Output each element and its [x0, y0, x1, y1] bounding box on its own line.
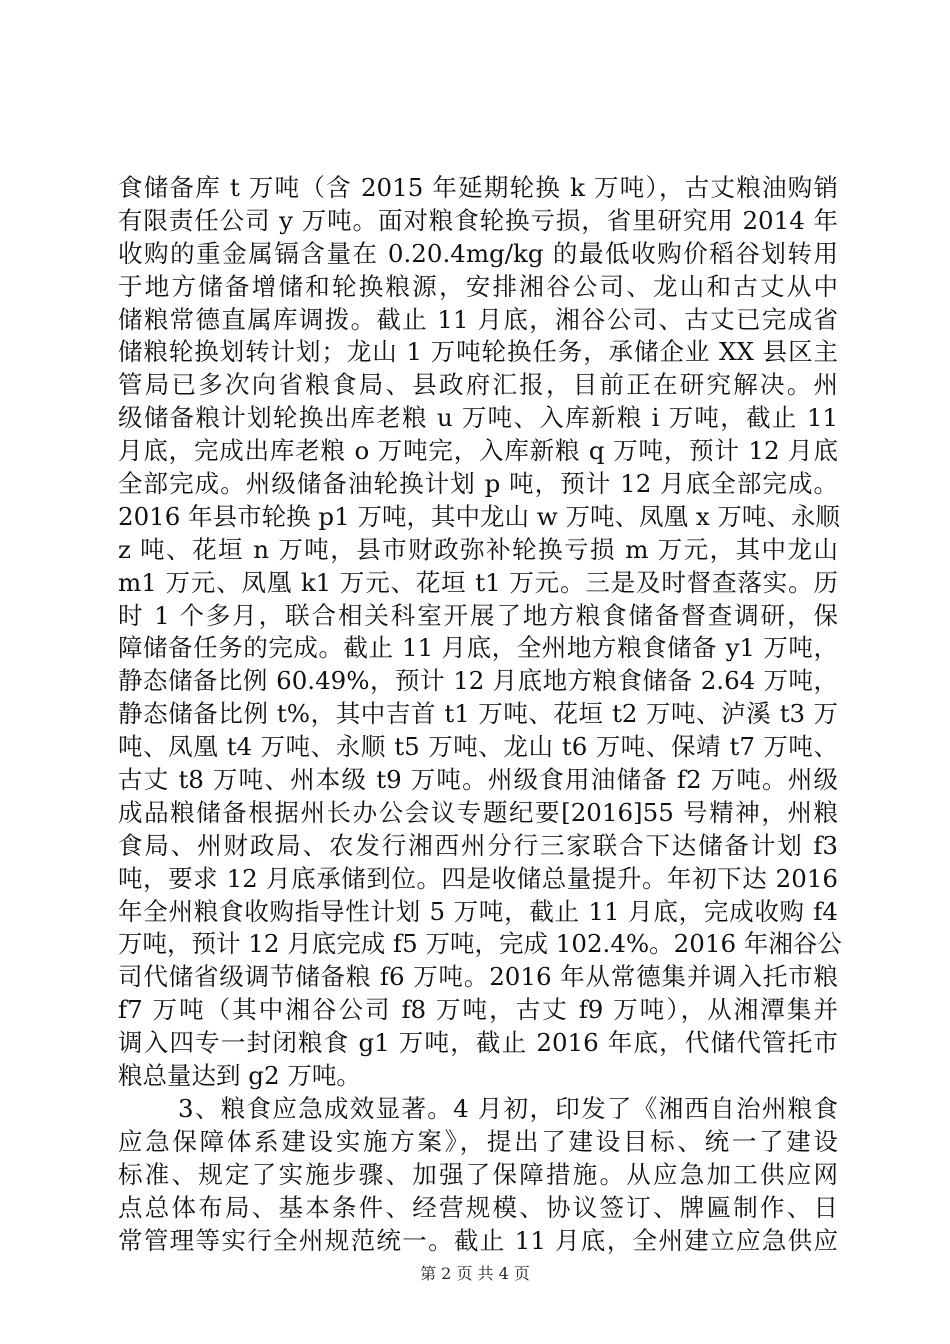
text-line: 2016 年县市轮换 p1 万吨，其中龙山 w 万吨、凤凰 x 万吨、永顺	[118, 501, 840, 531]
text-line: 食储备库 t 万吨（含 2015 年延期轮换 k 万吨），古丈粮油购销	[118, 173, 838, 202]
text-line: 食局、州财政局、农发行湘西州分行三家联合下达储备计划 f3	[118, 830, 838, 860]
text-line: 标准、规定了实施步骤、加强了保障措施。从应急加工供应网	[118, 1159, 838, 1189]
text-line: 全部完成。州级储备油轮换计划 p 吨，预计 12 月底全部完成。	[118, 469, 838, 499]
text-line: z 吨、花垣 n 万吨，县市财政弥补轮换亏损 m 万元，其中龙山	[118, 534, 838, 564]
text-line: 收购的重金属镉含量在 0.20.4mg/kg 的最低收购价稻谷划转用	[118, 238, 838, 268]
text-line: 古丈 t8 万吨、州本级 t9 万吨。州级食用油储备 f2 万吨。州级	[118, 765, 838, 795]
text-line: 有限责任公司 y 万吨。面对粮食轮换亏损，省里研究用 2014 年	[118, 205, 838, 235]
text-line: 于地方储备增储和轮换粮源，安排湘谷公司、龙山和古丈从中	[118, 271, 838, 301]
text-line: 万吨，预计 12 月底完成 f5 万吨，完成 102.4%。2016 年湘谷公	[118, 929, 842, 959]
text-line: 吨，要求 12 月底承储到位。四是收储总量提升。年初下达 2016	[118, 863, 838, 893]
text-line: 年全州粮食收购指导性计划 5 万吨，截止 11 月底，完成收购 f4	[118, 896, 838, 926]
text-line: 月底，完成出库老粮 o 万吨完，入库新粮 q 万吨，预计 12 月底	[118, 436, 838, 466]
text-line: 调入四专一封闭粮食 g1 万吨，截止 2016 年底，代储代管托市	[118, 1028, 838, 1058]
text-line: 粮总量达到 g2 万吨。	[118, 1061, 361, 1091]
text-line: 静态储备比例 60.49%，预计 12 月底地方粮食储备 2.64 万吨，	[118, 666, 838, 696]
text-line: 级储备粮计划轮换出库老粮 u 万吨、入库新粮 i 万吨，截止 11	[118, 403, 838, 433]
text-line: 吨、凤凰 t4 万吨、永顺 t5 万吨、龙山 t6 万吨、保靖 t7 万吨、	[118, 732, 838, 762]
text-line: 点总体布局、基本条件、经营规模、协议签订、牌匾制作、日	[118, 1192, 838, 1222]
text-line: 障储备任务的完成。截止 11 月底，全州地方粮食储备 y1 万吨，	[118, 633, 838, 663]
text-line: 司代储省级调节储备粮 f6 万吨。2016 年从常德集并调入托市粮	[118, 962, 838, 992]
text-line: 应急保障体系建设实施方案》，提出了建设目标、统一了建设	[118, 1126, 838, 1156]
text-line: 管局已多次向省粮食局、县政府汇报，目前正在研究解决。州	[118, 370, 838, 400]
text-line: 时 1 个多月，联合相关科室开展了地方粮食储备督查调研，保	[118, 600, 838, 630]
text-line: f7 万吨（其中湘谷公司 f8 万吨，古丈 f9 万吨），从湘潭集并	[118, 995, 838, 1025]
text-line: m1 万元、凤凰 k1 万元、花垣 t1 万元。三是及时督查落实。历	[118, 567, 838, 597]
page-number-footer: 第 2 页 共 4 页	[420, 1264, 530, 1283]
text-line: 静态储备比例 t%，其中吉首 t1 万吨、花垣 t2 万吨、泸溪 t3 万	[118, 699, 838, 729]
body-text	[118, 172, 842, 1257]
text-line: 储粮轮换划转计划；龙山 1 万吨轮换任务，承储企业 XX 县区主	[118, 337, 838, 367]
text-line: 3、粮食应急成效显著。4 月初，印发了《湘西自治州粮食	[178, 1093, 838, 1123]
text-line: 储粮常德直属库调拨。截止 11 月底，湘谷公司、古丈已完成省	[118, 304, 838, 334]
text-line: 成品粮储备根据州长办公会议专题纪要[2016]55 号精神，州粮	[118, 797, 838, 827]
text-line: 常管理等实行全州规范统一。截止 11 月底，全州建立应急供应	[118, 1225, 838, 1255]
